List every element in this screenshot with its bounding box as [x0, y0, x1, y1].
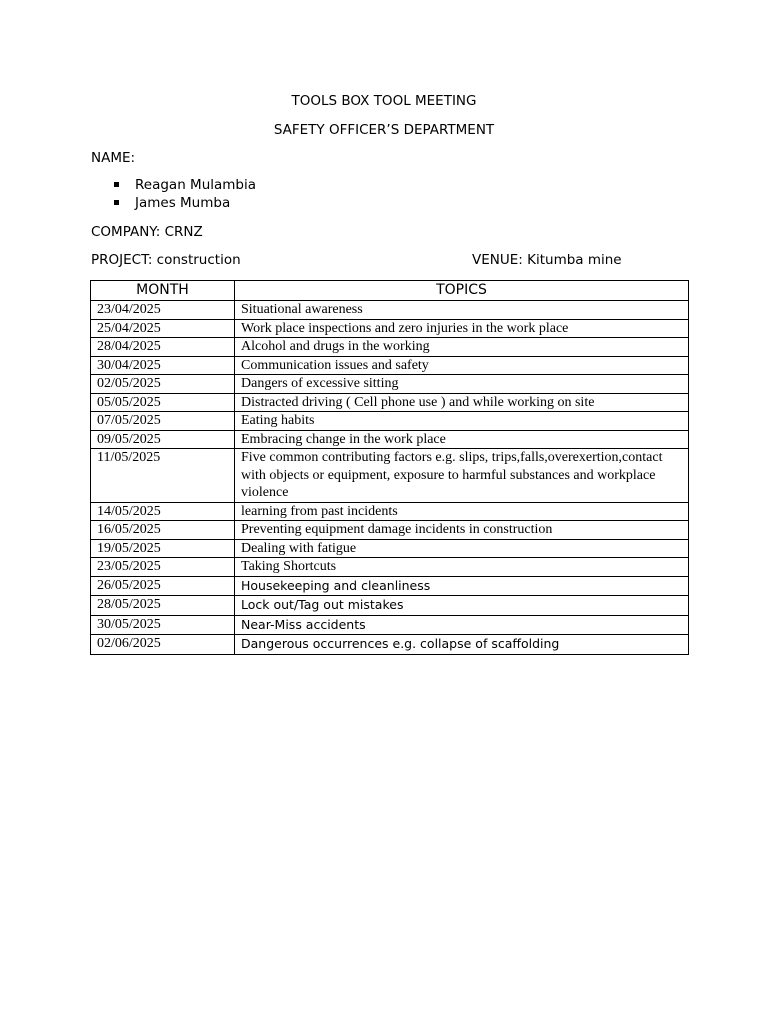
topic-cell: Housekeeping and cleanliness — [235, 576, 689, 596]
date-cell: 09/05/2025 — [91, 430, 235, 449]
date-cell: 26/05/2025 — [91, 576, 235, 596]
date-cell: 16/05/2025 — [91, 521, 235, 540]
topic-cell: Eating habits — [235, 412, 689, 431]
document-title: TOOLS BOX TOOL MEETING — [291, 93, 477, 109]
topic-cell: Taking Shortcuts — [235, 558, 689, 577]
date-cell: 02/06/2025 — [91, 635, 235, 655]
date-cell: 02/05/2025 — [91, 375, 235, 394]
topic-cell: Preventing equipment damage incidents in construction — [235, 521, 689, 540]
topic-cell: Dangers of excessive sitting — [235, 375, 689, 394]
list-item — [91, 176, 256, 194]
topic-cell: Situational awareness — [235, 301, 689, 320]
topic-cell: Dangerous occurrences e.g. collapse of scaffolding — [235, 635, 689, 655]
table-row — [91, 596, 689, 616]
date-cell: 14/05/2025 — [91, 502, 235, 521]
list-item — [91, 194, 256, 212]
topic-cell: Dealing with fatigue — [235, 539, 689, 558]
table-row — [91, 449, 689, 503]
company-line: COMPANY: CRNZ — [91, 224, 203, 240]
department-heading: SAFETY OFFICER’S DEPARTMENT — [273, 122, 495, 138]
table-header-row — [91, 281, 689, 301]
topic-cell: Communication issues and safety — [235, 356, 689, 375]
date-cell: 23/04/2025 — [91, 301, 235, 320]
date-cell: 23/05/2025 — [91, 558, 235, 577]
table-row — [91, 615, 689, 635]
project-line: PROJECT: construction — [91, 252, 241, 268]
date-cell: 07/05/2025 — [91, 412, 235, 431]
person-name: James Mumba — [135, 195, 231, 211]
table-row — [91, 539, 689, 558]
table-row — [91, 576, 689, 596]
table-row — [91, 393, 689, 412]
square-bullet-icon — [114, 182, 119, 187]
square-bullet-icon — [114, 200, 119, 205]
table-row — [91, 356, 689, 375]
topic-cell: Work place inspections and zero injuries in the work place — [235, 319, 689, 338]
table-row — [91, 558, 689, 577]
topic-cell: Near-Miss accidents — [235, 615, 689, 635]
date-cell: 05/05/2025 — [91, 393, 235, 412]
topic-cell: Distracted driving ( Cell phone use ) and while working on site — [235, 393, 689, 412]
person-name: Reagan Mulambia — [135, 177, 257, 193]
venue-line: VENUE: Kitumba mine — [472, 252, 622, 268]
table-row — [91, 635, 689, 655]
table-row — [91, 301, 689, 320]
topic-cell: Five common contributing factors e.g. slips, trips,falls,overexertion,contact with objects or equipment, exposure to harmful substances and workplace violence — [235, 449, 689, 503]
date-cell: 11/05/2025 — [91, 449, 235, 503]
topics-column-header: TOPICS — [235, 281, 689, 301]
table-row — [91, 502, 689, 521]
table-row — [91, 319, 689, 338]
table-row — [91, 521, 689, 540]
topic-cell: Lock out/Tag out mistakes — [235, 596, 689, 616]
date-cell: 19/05/2025 — [91, 539, 235, 558]
table-row — [91, 375, 689, 394]
topic-cell: Alcohol and drugs in the working — [235, 338, 689, 357]
topic-cell: Embracing change in the work place — [235, 430, 689, 449]
names-list — [91, 176, 256, 212]
table-row — [91, 430, 689, 449]
table-row — [91, 412, 689, 431]
name-label: NAME: — [91, 150, 136, 166]
month-column-header: MONTH — [91, 281, 235, 301]
date-cell: 25/04/2025 — [91, 319, 235, 338]
date-cell: 28/05/2025 — [91, 596, 235, 616]
topic-cell: learning from past incidents — [235, 502, 689, 521]
date-cell: 30/05/2025 — [91, 615, 235, 635]
topics-table — [90, 280, 689, 655]
table-row — [91, 338, 689, 357]
date-cell: 30/04/2025 — [91, 356, 235, 375]
date-cell: 28/04/2025 — [91, 338, 235, 357]
